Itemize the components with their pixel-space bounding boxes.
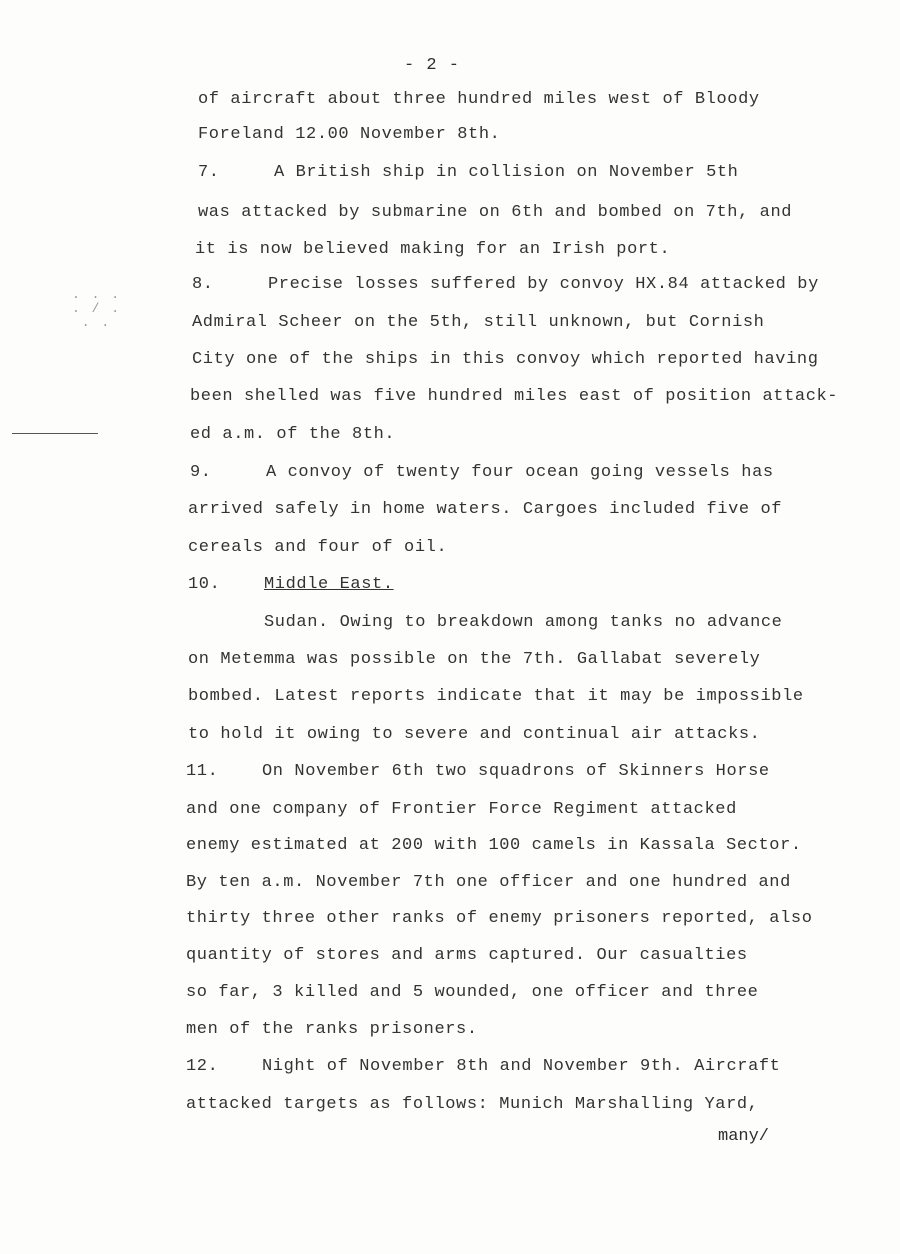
text-line	[190, 425, 395, 445]
line-text: to hold it owing to severe and continual air attacks.	[188, 725, 761, 744]
text-line	[188, 687, 804, 707]
line-text: attacked targets as follows: Munich Marshalling Yard,	[186, 1095, 759, 1114]
text-line	[186, 1095, 759, 1115]
text-line	[186, 1020, 478, 1040]
line-text: and one company of Frontier Force Regiment attacked	[186, 800, 737, 819]
text-line	[188, 725, 761, 745]
text-line	[188, 575, 394, 595]
line-text: bombed. Latest reports indicate that it may be impossible	[188, 687, 804, 706]
paragraph-number: 12.	[186, 1057, 219, 1076]
text-line	[190, 387, 838, 407]
text-line	[195, 240, 670, 260]
line-text: arrived safely in home waters. Cargoes included five of	[188, 500, 783, 519]
paragraph-number: 11.	[186, 762, 219, 781]
catchword: many/	[718, 1127, 770, 1146]
text-line	[198, 125, 500, 145]
text-line	[186, 800, 737, 820]
paragraph-number: 9.	[190, 463, 212, 482]
line-text: on Metemma was possible on the 7th. Gallabat severely	[188, 650, 761, 669]
line-text: A British ship in collision on November 5th	[274, 163, 739, 182]
line-text: By ten a.m. November 7th one officer and one hundred and	[186, 873, 791, 892]
text-line	[186, 983, 759, 1003]
line-text: Precise losses suffered by convoy HX.84 attacked by	[268, 275, 819, 294]
text-line	[186, 946, 748, 966]
line-text: Night of November 8th and November 9th. Aircraft	[262, 1057, 781, 1076]
text-line	[198, 203, 792, 223]
text-line	[198, 163, 738, 183]
margin-annotation: . . . . / . . .	[72, 287, 122, 330]
paragraph-number: 8.	[192, 275, 214, 294]
section-heading: Middle East.	[264, 575, 394, 594]
text-line	[198, 90, 760, 110]
text-line	[186, 1057, 780, 1077]
text-line	[188, 500, 782, 520]
text-line	[186, 873, 791, 893]
line-text: so far, 3 killed and 5 wounded, one officer and three	[186, 983, 759, 1002]
line-text: A convoy of twenty four ocean going vessels has	[266, 463, 774, 482]
line-text: cereals and four of oil.	[188, 538, 448, 557]
text-line	[192, 313, 765, 333]
line-text: men of the ranks prisoners.	[186, 1020, 478, 1039]
margin-dash-line	[12, 433, 98, 434]
text-line	[190, 463, 774, 483]
line-text: Admiral Scheer on the 5th, still unknown, but Cornish	[192, 313, 765, 332]
text-line	[186, 762, 770, 782]
text-line	[188, 538, 447, 558]
line-text: Sudan. Owing to breakdown among tanks no advance	[264, 613, 783, 632]
text-line	[264, 613, 782, 633]
text-line	[186, 836, 802, 856]
text-line	[192, 275, 819, 295]
line-text: of aircraft about three hundred miles west of Bloody	[198, 90, 760, 109]
line-text: it is now believed making for an Irish port.	[195, 240, 671, 259]
line-text: was attacked by submarine on 6th and bombed on 7th, and	[198, 203, 793, 222]
text-line	[192, 350, 819, 370]
text-line	[186, 909, 813, 929]
text-line	[188, 650, 761, 670]
line-text: been shelled was five hundred miles east of position attack-	[190, 387, 839, 406]
paragraph-number: 10.	[188, 575, 221, 594]
line-text: thirty three other ranks of enemy prisoners reported, also	[186, 909, 813, 928]
line-text: quantity of stores and arms captured. Our casualties	[186, 946, 748, 965]
line-text: On November 6th two squadrons of Skinners Horse	[262, 762, 770, 781]
line-text: enemy estimated at 200 with 100 camels in Kassala Sector.	[186, 836, 802, 855]
page-number: - 2 -	[404, 56, 461, 75]
line-text: City one of the ships in this convoy which reported having	[192, 350, 819, 369]
line-text: ed a.m. of the 8th.	[190, 425, 396, 444]
paragraph-number: 7.	[198, 163, 220, 182]
line-text: Foreland 12.00 November 8th.	[198, 125, 501, 144]
